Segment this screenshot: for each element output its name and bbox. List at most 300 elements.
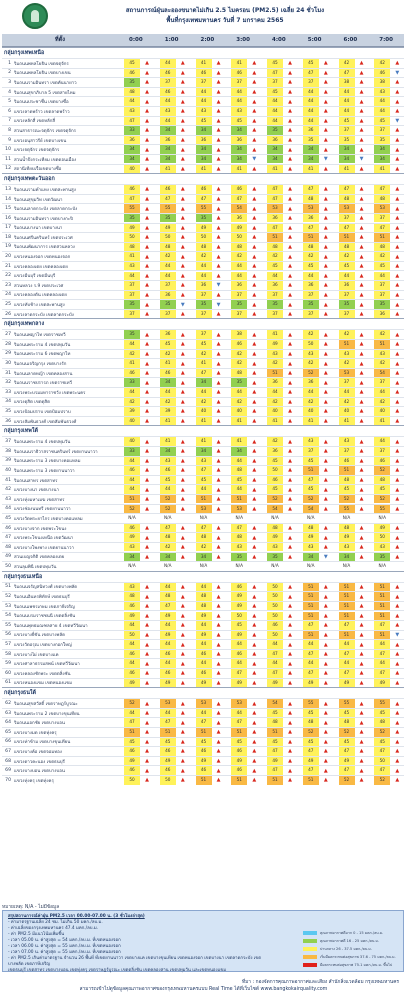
pm25-value: 44	[303, 640, 319, 649]
pm25-value: 35	[196, 300, 212, 309]
trend-up-icon: ▲	[359, 486, 364, 493]
trend-up-icon: ▲	[359, 583, 364, 590]
reading-cell	[118, 214, 154, 223]
reading-cell	[261, 330, 297, 339]
trend-up-icon: ▲	[216, 389, 221, 396]
reading-cell	[333, 388, 369, 397]
pm25-value: 49	[196, 224, 212, 233]
reading-cell	[333, 738, 369, 747]
pm25-value: 51	[339, 466, 355, 475]
trend-up-icon: ▲	[180, 710, 185, 717]
reading-cell	[118, 300, 154, 309]
pm25-value: 41	[196, 59, 212, 68]
pm25-value: 50	[267, 592, 283, 601]
pm25-value: 49	[267, 533, 283, 542]
trend-up-icon: ▲	[145, 224, 149, 231]
reading-cell	[190, 195, 226, 204]
pm25-value: 44	[124, 640, 140, 649]
trend-up-icon: ▲	[359, 448, 364, 455]
station-name: แขวงลาดพร้าว เขตลาดพร้าว	[14, 109, 70, 115]
trend-up-icon: ▲	[180, 60, 185, 67]
pm25-value: 47	[160, 718, 176, 727]
reading-cell	[154, 543, 190, 552]
trend-up-icon: ▲	[180, 165, 185, 172]
trend-up-icon: ▲	[216, 418, 221, 425]
pm25-value: 41	[231, 165, 247, 174]
station-name: แขวงหนองแขม เขตหนองแขม	[14, 681, 72, 687]
trend-up-icon: ▲	[359, 758, 364, 765]
pm25-value: 45	[267, 88, 283, 97]
reading-cell	[154, 233, 190, 242]
reading-cell	[190, 457, 226, 466]
reading-cell	[118, 766, 154, 775]
trend-up-icon: ▲	[216, 486, 221, 493]
trend-down-icon: ▼	[323, 156, 328, 163]
reading-cell	[368, 543, 404, 552]
pm25-value: 34	[160, 553, 176, 562]
table-row	[2, 213, 404, 223]
pm25-value: 45	[303, 738, 319, 747]
pm25-value: 53	[339, 369, 355, 378]
trend-up-icon: ▲	[180, 370, 185, 377]
reading-cell	[118, 485, 154, 494]
reading-cell	[333, 621, 369, 630]
trend-up-icon: ▲	[288, 719, 292, 726]
station-number: 14	[5, 196, 11, 202]
reading-cell	[190, 310, 226, 319]
pm25-value: 35	[303, 300, 319, 309]
pm25-value: 36	[303, 214, 319, 223]
pm25-value: 35	[339, 136, 355, 145]
reading-cell	[297, 107, 333, 116]
trend-up-icon: ▲	[216, 224, 221, 231]
reading-cell	[225, 300, 261, 309]
pm25-value: 47	[339, 621, 355, 630]
reading-cell	[297, 621, 333, 630]
station-number: 11	[5, 156, 11, 162]
pm25-value: 37	[267, 291, 283, 300]
station-name: แขวงดุสิต เขตดุสิต	[14, 400, 50, 406]
trend-up-icon: ▲	[145, 253, 149, 260]
reading-cell	[261, 388, 297, 397]
trend-up-icon: ▲	[323, 603, 328, 610]
station-number: 34	[5, 399, 11, 405]
pm25-value: 43	[267, 543, 283, 552]
reading-cell	[297, 659, 333, 668]
trend-up-icon: ▲	[216, 660, 221, 667]
trend-up-icon: ▲	[359, 263, 364, 270]
station-number: 4	[8, 89, 11, 95]
trend-up-icon: ▲	[216, 234, 221, 241]
trend-up-icon: ▲	[288, 777, 292, 784]
reading-cell	[154, 407, 190, 416]
reading-cell	[190, 718, 226, 727]
pm25-value: 51	[374, 631, 390, 640]
trend-up-icon: ▲	[252, 146, 257, 153]
table-row	[2, 96, 404, 106]
trend-up-icon: ▲	[395, 263, 400, 270]
trend-up-icon: ▲	[323, 311, 328, 318]
trend-up-icon: ▲	[180, 127, 185, 134]
trend-up-icon: ▲	[180, 679, 185, 686]
station-number: 41	[5, 477, 11, 483]
pm25-value: 41	[303, 165, 319, 174]
trend-up-icon: ▲	[180, 593, 185, 600]
reading-cell	[297, 718, 333, 727]
trend-up-icon: ▲	[288, 631, 292, 638]
station-name: ริมถนนประชาชื่น เขตบางซื่อ	[14, 100, 69, 106]
trend-up-icon: ▲	[323, 127, 328, 134]
trend-up-icon: ▲	[288, 544, 292, 551]
trend-up-icon: ▲	[145, 117, 149, 124]
pm25-value: 41	[196, 165, 212, 174]
pm25-value: 49	[160, 757, 176, 766]
reading-cell	[368, 126, 404, 135]
pm25-value: 37	[231, 78, 247, 87]
reading-cell	[297, 388, 333, 397]
pm25-value: 40	[339, 407, 355, 416]
pm25-value: 46	[160, 747, 176, 756]
reading-cell	[118, 738, 154, 747]
pm25-value: 44	[374, 97, 390, 106]
pm25-value: 48	[124, 592, 140, 601]
pm25-value: 51	[303, 583, 319, 592]
trend-up-icon: ▲	[145, 748, 149, 755]
pm25-value: 49	[124, 612, 140, 621]
reading-cell	[225, 262, 261, 271]
reading-cell	[333, 214, 369, 223]
table-row	[2, 532, 404, 542]
pm25-value: 46	[160, 650, 176, 659]
trend-up-icon: ▲	[288, 282, 292, 289]
reading-cell	[333, 437, 369, 446]
reading-cell	[225, 272, 261, 281]
table-row	[2, 194, 404, 204]
pm25-value: 49	[231, 757, 247, 766]
reading-cell	[297, 514, 333, 523]
trend-up-icon: ▲	[180, 612, 185, 619]
reading-cell	[118, 233, 154, 242]
pm25-value: 47	[339, 747, 355, 756]
table-row	[2, 601, 404, 611]
reading-cell	[225, 107, 261, 116]
trend-up-icon: ▲	[323, 205, 328, 212]
reading-cell	[333, 281, 369, 290]
trend-up-icon: ▲	[323, 593, 328, 600]
station-number: 65	[5, 729, 11, 735]
trend-up-icon: ▲	[216, 477, 221, 484]
reading-cell	[297, 78, 333, 87]
reading-cell	[261, 514, 297, 523]
reading-cell	[297, 466, 333, 475]
station-number: 2	[8, 70, 11, 76]
reading-cell	[154, 699, 190, 708]
trend-up-icon: ▲	[288, 496, 292, 503]
trend-up-icon: ▲	[323, 60, 328, 67]
pm25-value: 45	[124, 738, 140, 747]
pm25-value: 34	[339, 155, 355, 164]
pm25-value: 36	[196, 136, 212, 145]
reading-cell	[225, 709, 261, 718]
reading-cell	[333, 243, 369, 252]
reading-cell	[333, 350, 369, 359]
pm25-value: 38	[339, 78, 355, 87]
pm25-value: 47	[374, 669, 390, 678]
pm25-value: 48	[339, 476, 355, 485]
reading-cell	[368, 330, 404, 339]
trend-up-icon: ▲	[145, 282, 149, 289]
time-column-header: 3:00	[236, 37, 250, 43]
pm25-value: 43	[303, 350, 319, 359]
pm25-value: 44	[303, 88, 319, 97]
table-row	[2, 154, 404, 164]
reading-cell	[368, 359, 404, 368]
pm25-value: 37	[303, 310, 319, 319]
reading-cell	[154, 97, 190, 106]
pm25-value: 55	[196, 204, 212, 213]
trend-up-icon: ▲	[252, 505, 257, 512]
pm25-value: 51	[267, 233, 283, 242]
trend-up-icon: ▲	[216, 438, 221, 445]
reading-cell	[368, 514, 404, 523]
trend-up-icon: ▲	[252, 108, 257, 115]
reading-cell	[118, 272, 154, 281]
reading-cell	[154, 757, 190, 766]
reading-cell	[190, 437, 226, 446]
table-row	[2, 349, 404, 359]
reading-cell	[190, 204, 226, 213]
pm25-value: 49	[267, 757, 283, 766]
reading-cell	[225, 524, 261, 533]
pm25-value: N/A	[271, 515, 279, 521]
trend-up-icon: ▲	[288, 263, 292, 270]
pm25-value: 44	[231, 272, 247, 281]
reading-cell	[261, 359, 297, 368]
trend-up-icon: ▲	[180, 215, 185, 222]
reading-cell	[261, 650, 297, 659]
reading-cell	[154, 281, 190, 290]
station-number: 23	[5, 282, 11, 288]
reading-cell	[154, 330, 190, 339]
reading-cell	[154, 252, 190, 261]
reading-cell	[154, 78, 190, 87]
trend-up-icon: ▲	[395, 457, 400, 464]
trend-up-icon: ▲	[323, 767, 328, 774]
trend-up-icon: ▲	[145, 272, 149, 279]
legend	[303, 929, 403, 969]
reading-cell	[368, 699, 404, 708]
reading-cell	[118, 562, 154, 571]
pm25-value: 41	[124, 252, 140, 261]
station-number: 5	[8, 99, 11, 105]
reading-cell	[261, 583, 297, 592]
trend-up-icon: ▲	[288, 215, 292, 222]
reading-cell	[333, 747, 369, 756]
reading-cell	[261, 476, 297, 485]
pm25-value: 47	[267, 747, 283, 756]
reading-cell	[154, 224, 190, 233]
reading-cell	[261, 407, 297, 416]
pm25-value: 37	[196, 78, 212, 87]
table-row	[2, 475, 404, 485]
pm25-value: 40	[231, 407, 247, 416]
reading-cell	[368, 766, 404, 775]
reading-cell	[261, 262, 297, 271]
reading-cell	[368, 728, 404, 737]
table-row	[2, 184, 404, 194]
reading-cell	[297, 204, 333, 213]
pm25-value: 47	[339, 69, 355, 78]
pm25-value: 45	[374, 709, 390, 718]
pm25-value: 45	[231, 117, 247, 126]
trend-up-icon: ▲	[323, 525, 328, 532]
reading-cell	[297, 437, 333, 446]
trend-up-icon: ▲	[252, 234, 257, 241]
reading-cell	[333, 562, 369, 571]
trend-up-icon: ▲	[252, 253, 257, 260]
reading-cell	[261, 640, 297, 649]
station-name: แขวงบางไผ่ เขตบางแค	[14, 652, 59, 658]
pm25-value: 37	[374, 214, 390, 223]
trend-up-icon: ▲	[180, 418, 185, 425]
reading-cell	[261, 155, 297, 164]
reading-cell	[297, 243, 333, 252]
trend-up-icon: ▲	[180, 272, 185, 279]
reading-cell	[190, 340, 226, 349]
pm25-value: 47	[374, 621, 390, 630]
trend-up-icon: ▲	[216, 748, 221, 755]
trend-up-icon: ▲	[180, 748, 185, 755]
reading-cell	[368, 300, 404, 309]
trend-up-icon: ▲	[180, 186, 185, 193]
trend-up-icon: ▲	[288, 205, 292, 212]
trend-up-icon: ▲	[216, 341, 221, 348]
pm25-value: 42	[160, 252, 176, 261]
reading-cell	[225, 378, 261, 387]
reading-cell	[333, 533, 369, 542]
reading-cell	[154, 214, 190, 223]
reading-cell	[154, 466, 190, 475]
trend-up-icon: ▲	[288, 448, 292, 455]
reading-cell	[118, 388, 154, 397]
trend-up-icon: ▲	[180, 505, 185, 512]
trend-up-icon: ▲	[395, 379, 400, 386]
pm25-value: 50	[124, 776, 140, 785]
trend-down-icon: ▼	[216, 282, 221, 289]
reading-cell	[368, 195, 404, 204]
reading-cell	[297, 252, 333, 261]
pm25-value: 44	[160, 59, 176, 68]
station-name: ริมถนนพระราม 4 เขตปทุมวัน	[14, 440, 71, 446]
pm25-value: 53	[160, 699, 176, 708]
pm25-value: N/A	[378, 563, 386, 569]
reading-cell	[118, 553, 154, 562]
trend-up-icon: ▲	[359, 215, 364, 222]
reading-cell	[154, 562, 190, 571]
trend-up-icon: ▲	[252, 583, 257, 590]
pm25-value: 43	[231, 107, 247, 116]
pm25-value: 47	[196, 369, 212, 378]
pm25-value: 47	[267, 669, 283, 678]
trend-up-icon: ▲	[216, 710, 221, 717]
trend-up-icon: ▲	[145, 234, 149, 241]
trend-up-icon: ▲	[395, 156, 400, 163]
reading-cell	[225, 398, 261, 407]
trend-up-icon: ▲	[252, 282, 257, 289]
reading-cell	[118, 145, 154, 154]
pm25-value: 46	[196, 747, 212, 756]
pm25-value: 46	[124, 747, 140, 756]
station-number: 24	[5, 292, 11, 298]
pm25-value: 44	[160, 485, 176, 494]
trend-up-icon: ▲	[288, 117, 292, 124]
reading-cell	[297, 447, 333, 456]
station-name: แขวงพระบรมมหาราชวัง เขตพระนคร	[14, 390, 86, 396]
reading-cell	[225, 738, 261, 747]
trend-up-icon: ▲	[252, 631, 257, 638]
trend-up-icon: ▲	[359, 544, 364, 551]
pm25-value: 53	[267, 204, 283, 213]
pm25-value: 44	[374, 107, 390, 116]
reading-cell	[297, 272, 333, 281]
pm25-value: 49	[303, 679, 319, 688]
station-name: ริมถนนพหลโยธิน เขตบางเขน	[14, 71, 71, 77]
table-row	[2, 649, 404, 659]
pm25-value: 34	[196, 126, 212, 135]
reading-cell	[225, 728, 261, 737]
trend-up-icon: ▲	[288, 127, 292, 134]
trend-up-icon: ▲	[288, 651, 292, 658]
station-number: 54	[5, 613, 11, 619]
pm25-value: 44	[160, 709, 176, 718]
pm25-value: 45	[303, 457, 319, 466]
pm25-value: 44	[267, 388, 283, 397]
trend-up-icon: ▲	[323, 467, 328, 474]
pm25-value: 34	[339, 553, 355, 562]
pm25-value: 44	[267, 659, 283, 668]
reading-cell	[297, 398, 333, 407]
station-number: 42	[5, 487, 11, 493]
trend-up-icon: ▲	[395, 79, 400, 86]
station-number: 3	[8, 79, 11, 85]
reading-cell	[154, 747, 190, 756]
site-column-header: ที่ตั้ง	[55, 37, 65, 43]
trend-up-icon: ▲	[323, 486, 328, 493]
station-number: 39	[5, 458, 11, 464]
station-number: 36	[5, 418, 11, 424]
table-row	[2, 446, 404, 456]
table-row	[2, 68, 404, 78]
reading-cell	[118, 88, 154, 97]
reading-cell	[190, 543, 226, 552]
reading-cell	[368, 224, 404, 233]
trend-up-icon: ▲	[359, 719, 364, 726]
reading-cell	[154, 612, 190, 621]
trend-up-icon: ▲	[323, 272, 328, 279]
pm25-value: 50	[303, 340, 319, 349]
reading-cell	[333, 766, 369, 775]
pm25-value: 36	[267, 281, 283, 290]
reading-cell	[118, 97, 154, 106]
trend-up-icon: ▲	[359, 670, 364, 677]
reading-cell	[225, 757, 261, 766]
trend-up-icon: ▲	[216, 79, 221, 86]
pm25-value: 42	[160, 350, 176, 359]
trend-up-icon: ▲	[359, 89, 364, 96]
pm25-value: 50	[267, 631, 283, 640]
trend-up-icon: ▲	[252, 448, 257, 455]
trend-up-icon: ▲	[359, 108, 364, 115]
